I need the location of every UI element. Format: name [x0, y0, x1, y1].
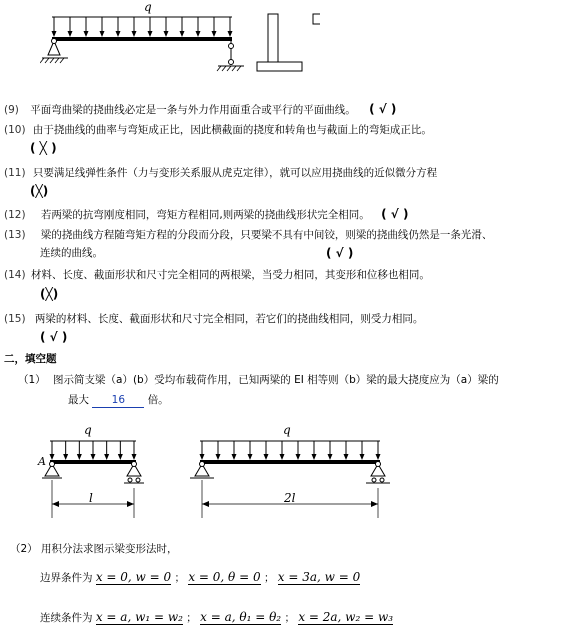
separator: ；	[174, 572, 185, 584]
separator: ；	[186, 612, 197, 624]
item-13-line2: 连续的曲线。	[40, 247, 103, 259]
separator: ；	[263, 572, 275, 584]
item-11	[4, 166, 437, 180]
answer-mark: ( √ )	[369, 102, 397, 116]
inverted-t-section	[257, 14, 302, 71]
beam-b	[190, 423, 390, 518]
load-arrow-head	[63, 454, 68, 460]
item-text: 梁的挠曲线方程随弯矩方程的分段而分段，只要梁不具有中间铰，则梁的挠曲线仍然是一条光滑、	[40, 229, 493, 241]
load-arrow-head	[376, 454, 381, 460]
answer-suffix: 倍。	[147, 394, 169, 406]
load-arrow-head	[216, 454, 221, 460]
item-text: 材料、长度、截面形状和尺寸完全相同的两根梁，当受力相同，其变形和位移也相同。	[30, 269, 430, 281]
continuity-condition-1: x = a, w₁ = w₂	[95, 610, 183, 624]
load-arrow-head	[280, 454, 285, 460]
load-arrow-head	[100, 31, 105, 37]
answer-mark: ( √ )	[326, 246, 354, 260]
fill-question-2	[10, 542, 178, 556]
item-13	[4, 228, 492, 242]
load-arrow-head	[116, 31, 121, 37]
item-10	[4, 123, 432, 137]
continuity-conditions	[40, 610, 393, 625]
load-arrow-head	[84, 31, 89, 37]
load-arrow-head	[104, 454, 109, 460]
boundary-condition-1: x = 0, w = 0	[95, 570, 172, 584]
boundary-label: 边界条件为	[40, 572, 93, 584]
item-number: (14)	[4, 269, 26, 281]
load-arrow-head	[68, 31, 73, 37]
item-text: 由于挠曲线的曲率与弯矩成正比，因此横截面的挠度和转角也与截面上的弯矩成正比。	[32, 124, 432, 136]
boundary-conditions	[40, 570, 360, 585]
load-arrow-head	[132, 31, 137, 37]
beam-a-load-label: q	[84, 423, 92, 437]
load-arrow-head	[248, 454, 253, 460]
continuity-condition-3: x = 2a, w₂ = w₃	[298, 610, 394, 624]
item-9	[4, 102, 396, 117]
load-arrow-head	[328, 454, 333, 460]
answer-prefix: 最大	[68, 394, 89, 406]
load-arrow-head	[91, 454, 96, 460]
top-beam-figure	[40, 0, 320, 80]
separator: ；	[284, 612, 295, 624]
answer-mark: ( ╳ )	[30, 141, 57, 155]
load-arrow-head	[212, 31, 217, 37]
answer-blank: 16	[92, 393, 144, 408]
answer-mark: ( √ )	[381, 207, 409, 221]
load-arrow-head	[360, 454, 365, 460]
item-number: (13)	[4, 229, 26, 241]
load-arrow-head	[232, 454, 237, 460]
beam-a-load-arrows	[50, 441, 137, 460]
load-arrow-head	[164, 31, 169, 37]
beam-a	[37, 423, 144, 518]
top-beam	[52, 37, 232, 41]
load-arrow-head	[312, 454, 317, 460]
load-arrow-head	[296, 454, 301, 460]
beam-a-support-label: A	[38, 455, 46, 468]
fill-question-1	[18, 373, 499, 387]
item-14	[4, 268, 430, 282]
answer-mark: ( √ )	[40, 330, 68, 344]
continuity-condition-2: x = a, θ₁ = θ₂	[200, 610, 282, 624]
boundary-condition-3: x = 3a, w = 0	[277, 570, 361, 584]
t-section	[313, 14, 320, 72]
load-arrow-head	[148, 31, 153, 37]
top-load-arrows	[52, 17, 233, 37]
load-arrow-head	[228, 31, 233, 37]
answer-mark: (╳)	[30, 184, 49, 198]
fill-question-1-line2	[68, 393, 169, 408]
question-number: （1）	[18, 374, 46, 386]
continuity-label: 连续条件为	[40, 612, 93, 624]
load-arrow-head	[50, 454, 55, 460]
beam-b-length-label: 2l	[284, 491, 296, 505]
load-arrow-head	[196, 31, 201, 37]
boundary-condition-2: x = 0, θ = 0	[188, 570, 261, 584]
item-text: 若两梁的抗弯刚度相同，弯矩方程相同,则两梁的挠曲线形状完全相同。	[40, 209, 370, 221]
load-arrow-head	[132, 454, 137, 460]
item-12	[4, 207, 408, 222]
load-arrow-head	[200, 454, 205, 460]
item-number: (9)	[4, 104, 19, 116]
item-number: (15)	[4, 313, 26, 325]
item-number: (12)	[4, 209, 26, 221]
load-arrow-head	[77, 454, 82, 460]
top-load-label: q	[144, 0, 152, 14]
item-15	[4, 312, 423, 326]
load-arrow-head	[180, 31, 185, 37]
item-number: (10)	[4, 124, 26, 136]
beam-b-load-arrows	[200, 441, 381, 460]
item-text: 平面弯曲梁的挠曲线必定是一条与外力作用面重合或平行的平面曲线。	[30, 104, 356, 116]
load-arrow-head	[344, 454, 349, 460]
question-text: 图示简支梁（a）(b）受均布载荷作用，已知两梁的 EI 相等则（b）梁的最大挠度应为（a）梁的	[53, 374, 499, 386]
section-title: 二，填空题	[4, 353, 57, 365]
beam-a-length-label: l	[89, 491, 93, 505]
question-text: 用积分法求图示梁变形法时，	[41, 543, 178, 555]
beams-figure	[28, 418, 408, 528]
question-number: （2）	[10, 543, 38, 555]
load-arrow-head	[118, 454, 123, 460]
item-text: 只要满足线弹性条件（力与变形关系服从虎克定律），就可以应用挠曲线的近似微分方程	[32, 167, 438, 179]
item-text: 两梁的材料、长度、截面形状和尺寸完全相同，若它们的挠曲线相同，则受力相同。	[34, 313, 424, 325]
beam-b-load-label: q	[283, 423, 291, 437]
answer-mark: (╳)	[40, 287, 59, 301]
load-arrow-head	[264, 454, 269, 460]
item-number: (11)	[4, 167, 26, 179]
load-arrow-head	[52, 31, 57, 37]
